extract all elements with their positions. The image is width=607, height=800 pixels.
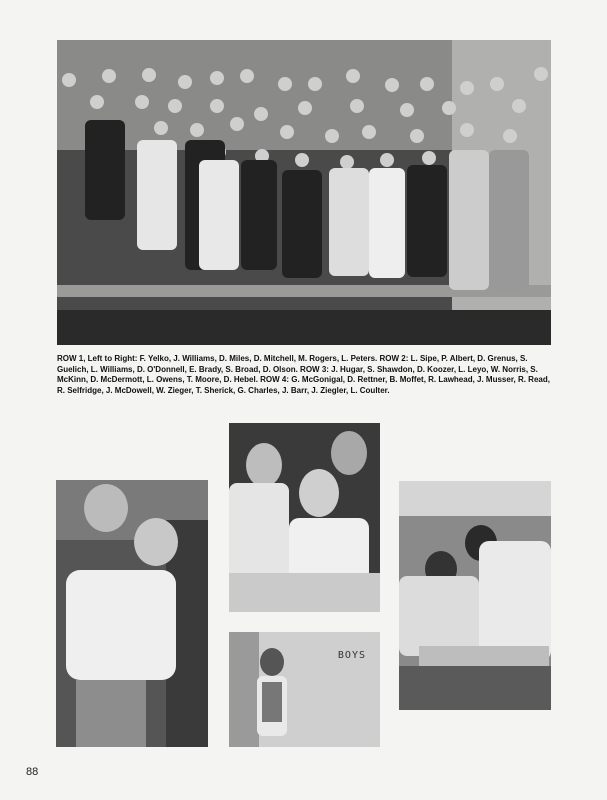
group-class-photo bbox=[57, 40, 551, 345]
two-boys-illustration bbox=[56, 480, 208, 747]
girls-at-desk-photo bbox=[229, 423, 380, 612]
group-photo-illustration bbox=[57, 40, 551, 345]
group-photo-caption: ROW 1, Left to Right: F. Yelko, J. Williams, D. Miles, D. Mitchell, M. Rogers, L. Peters. ROW 2: L. Sipe, P. Albert, D. Grenus, S. Guelich, L. Williams, D. O'Donnell, E. Brady, S. Broad, D. Olson. ROW 3: J. Hugar, S. Shawdon, D. Koozer, L. Leyo, W. Norris, S. McKinn, D. McDermott, L. Owens, T. Moore, D. Hebel. ROW 4: G. McGonigal, D. Rettner, B. Moffet, R. Lawhead, J. Musser, R. Read, R. Selfridge, J. McDowell, W. Zieger, T. Sherick, G. Charles, J. Barr, J. Ziegler, L. Coulter. bbox=[57, 354, 550, 395]
two-boys-photo bbox=[56, 480, 208, 747]
classroom-students-photo bbox=[399, 481, 551, 710]
classroom-illustration bbox=[399, 481, 551, 710]
girl-at-boys-sign-photo bbox=[229, 632, 380, 747]
boys-door-sign: BOYS bbox=[337, 650, 366, 661]
girls-desk-illustration bbox=[229, 423, 380, 612]
page-number: 88 bbox=[26, 766, 39, 778]
